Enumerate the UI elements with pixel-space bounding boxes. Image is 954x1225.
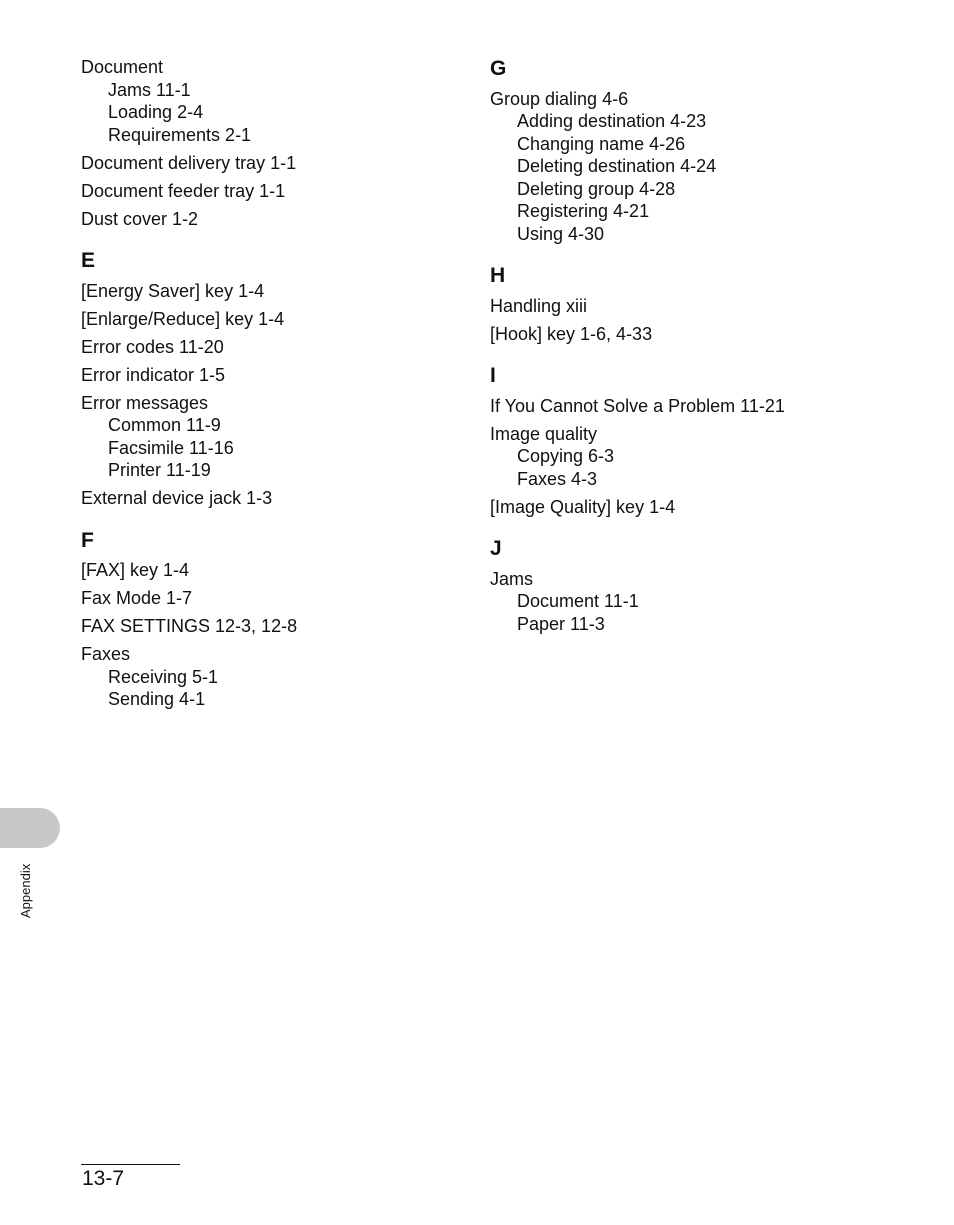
index-entry: [Image Quality] key 1-4 (490, 496, 676, 517)
index-entry: Fax Mode 1-7 (81, 588, 193, 608)
index-subentry-list (490, 590, 870, 635)
index-subentry-list (490, 110, 870, 245)
index-section (490, 363, 870, 518)
index-subentry: Loading 2-4 (108, 102, 204, 122)
index-subentry: Registering 4-21 (517, 201, 650, 221)
index-section (81, 528, 461, 711)
index-entry: [Enlarge/Reduce] key 1-4 (81, 308, 285, 329)
index-entry: Image quality (490, 423, 598, 444)
index-subentry: Jams 11-1 (108, 79, 191, 100)
index-section (490, 56, 870, 245)
index-section-letter: F (81, 528, 94, 552)
index-subentry: Receiving 5-1 (108, 666, 219, 687)
index-subentry: Printer 11-19 (108, 460, 211, 480)
index-subentry-list (81, 414, 461, 482)
index-section (490, 263, 870, 345)
appendix-tab (0, 808, 60, 848)
index-subentry: Document 11-1 (517, 591, 639, 611)
index-section-letter: E (81, 249, 96, 272)
index-entry: Document (81, 57, 164, 77)
index-subentry-list (490, 445, 870, 490)
index-entry: Handling xiii (490, 295, 588, 316)
index-subentry: Faxes 4-3 (517, 468, 598, 489)
index-entry: Error messages (81, 392, 209, 413)
index-entry: Group dialing 4-6 (490, 88, 629, 109)
index-entry: [Energy Saver] key 1-4 (81, 280, 265, 301)
index-column-left (81, 56, 461, 729)
index-entry: Jams (490, 568, 534, 589)
index-entry: [Hook] key 1-6, 4-33 (490, 323, 653, 344)
index-section (81, 248, 461, 510)
index-section-letter: H (490, 264, 506, 287)
index-column-right (490, 56, 870, 653)
index-subentry: Changing name 4-26 (517, 133, 686, 154)
index-subentry: Sending 4-1 (108, 689, 206, 709)
index-subentry-list (81, 666, 461, 711)
index-subentry: Copying 6-3 (517, 446, 615, 466)
page-number-rule (81, 1164, 180, 1165)
index-section-letter: I (490, 364, 496, 387)
index-entry: Document feeder tray 1-1 (81, 180, 286, 201)
page-number: 13-7 (82, 1167, 125, 1190)
index-entry: Error indicator 1-5 (81, 364, 226, 385)
index-entry: Faxes (81, 644, 131, 664)
index-subentry: Deleting group 4-28 (517, 178, 676, 199)
index-subentry: Adding destination 4-23 (517, 111, 707, 131)
index-entry: Dust cover 1-2 (81, 208, 199, 229)
index-subentry: Facsimile 11-16 (108, 437, 234, 458)
index-subentry-list (81, 79, 461, 147)
index-subentry: Paper 11-3 (517, 613, 605, 634)
index-section-letter: J (490, 537, 502, 560)
index-entry: [FAX] key 1-4 (81, 560, 190, 580)
index-entry: If You Cannot Solve a Problem 11-21 (490, 395, 785, 416)
index-section (81, 56, 461, 230)
index-section-letter: G (490, 57, 507, 80)
index-subentry: Requirements 2-1 (108, 124, 252, 145)
index-section (490, 536, 870, 635)
index-entry: Error codes 11-20 (81, 336, 224, 357)
index-entry: External device jack 1-3 (81, 488, 273, 508)
index-subentry: Deleting destination 4-24 (517, 156, 717, 176)
index-entry: Document delivery tray 1-1 (81, 152, 297, 173)
index-subentry: Using 4-30 (517, 223, 605, 244)
index-subentry: Common 11-9 (108, 415, 221, 435)
appendix-tab-label: Appendix (18, 863, 33, 918)
index-entry: FAX SETTINGS 12-3, 12-8 (81, 616, 298, 636)
